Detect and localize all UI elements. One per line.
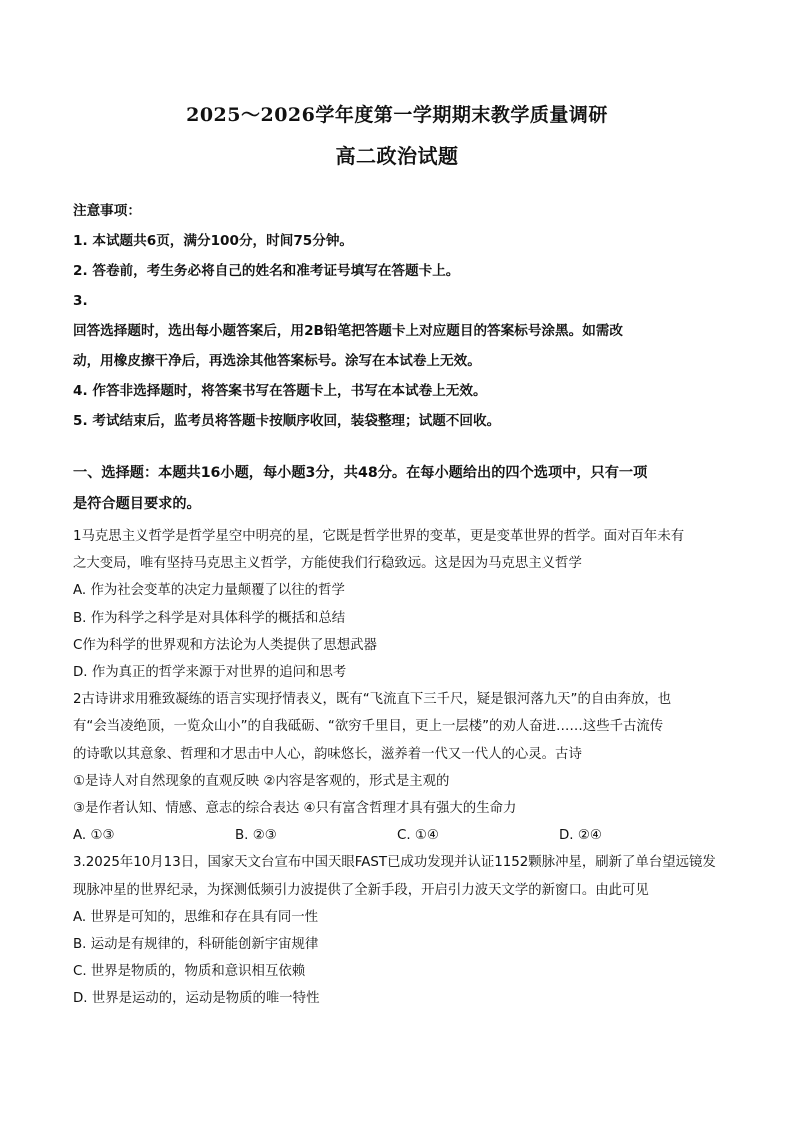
notice-item-4: 4. 作答非选择题时，将答案书写在答题卡上，书写在本试卷上无效。: [73, 383, 487, 399]
q3-stem-line-1: 3.2025年10月13日，国家天文台宣布中国天眼FAST已成功发现并认证1152颗脉冲星，刷新了单台望远镜发: [73, 855, 716, 871]
question-list: [73, 523, 725, 1013]
notice-section: [73, 196, 723, 436]
q3-option-d: D. 世界是运动的，运动是物质的唯一特性: [73, 991, 320, 1007]
q2-option-b: B. ②③: [235, 828, 277, 844]
q2-options-row: [73, 822, 725, 849]
notice-item-3-number: 3.: [73, 293, 88, 309]
notice-item-3-line-2: 动，用橡皮擦干净后，再选涂其他答案标号。涂写在本试卷上无效。: [73, 353, 481, 369]
q3-stem-line-2: 现脉冲星的世界纪录，为探测低频引力波提供了全新手段，开启引力波天文学的新窗口。由此可见: [73, 882, 649, 898]
q1-option-d: D. 作为真正的哲学来源于对世界的追问和思考: [73, 665, 347, 681]
q3-option-a: A. 世界是可知的，思维和存在具有同一性: [73, 909, 319, 925]
q2-option-d: D. ②④: [559, 828, 602, 844]
notice-heading: 注意事项：: [73, 203, 141, 219]
q2-option-c: C. ①④: [397, 828, 439, 844]
q2-stem-line-2: 有“会当凌绝顶，一览众山小”的自我砥砺、“欲穷千里目，更上一层楼”的劝人奋进……这些千古流传: [73, 719, 664, 735]
q3-option-c: C. 世界是物质的，物质和意识相互依赖: [73, 964, 306, 980]
notice-item-1: 1. 本试题共6页，满分100分，时间75分钟。: [73, 233, 354, 249]
q1-stem-line-1: 1马克思主义哲学是哲学星空中明亮的星，它既是哲学世界的变革，更是变革世界的哲学。面对百年未有: [73, 529, 685, 544]
section-heading-choice: [73, 458, 723, 520]
exam-title: 2025～2026学年度第一学期期末教学质量调研: [186, 104, 608, 126]
q1-option-b: B. 作为科学之科学是对具体科学的概括和总结: [73, 610, 346, 626]
notice-item-5: 5. 考试结束后，监考员将答题卡按顺序收回，装袋整理；试题不回收。: [73, 413, 501, 429]
q1-option-c: C作为科学的世界观和方法论为人类提供了思想武器: [73, 637, 377, 653]
q1-option-a: A. 作为社会变革的决定力量颠覆了以往的哲学: [73, 583, 345, 599]
notice-item-2: 2. 答卷前，考生务必将自己的姓名和准考证号填写在答题卡上。: [73, 263, 460, 279]
section-heading-line-2: 是符合题目要求的。: [73, 496, 201, 512]
q2-option-a: A. ①③: [73, 828, 115, 844]
q3-option-b: B. 运动是有规律的，科研能创新宇宙规律: [73, 937, 319, 953]
section-heading-line-1: 一、选择题：本题共16小题，每小题3分，共48分。在每小题给出的四个选项中，只有一项: [73, 465, 648, 481]
q1-stem-line-2: 之大变局，唯有坚持马克思主义哲学，方能使我们行稳致远。这是因为马克思主义哲学: [73, 556, 582, 572]
q2-statements-line-1: ①是诗人对自然现象的直观反映 ②内容是客观的，形式是主观的: [73, 773, 450, 789]
q2-stem-line-1: 2古诗讲求用雅致凝练的语言实现抒情表义，既有“飞流直下三千尺，疑是银河落九天”的自由奔放，也: [73, 692, 672, 708]
q2-stem-line-3: 的诗歌以其意象、哲理和才思击中人心，韵味悠长，滋养着一代又一代人的心灵。古诗: [73, 746, 582, 762]
q2-statements-line-2: ③是作者认知、情感、意志的综合表达 ④只有富含哲理才具有强大的生命力: [73, 801, 517, 817]
notice-item-3-line-1: 回答选择题时，选出每小题答案后，用2B铅笔把答题卡上对应题目的答案标号涂黑。如需改: [73, 323, 623, 339]
exam-subtitle: 高二政治试题: [335, 144, 459, 168]
